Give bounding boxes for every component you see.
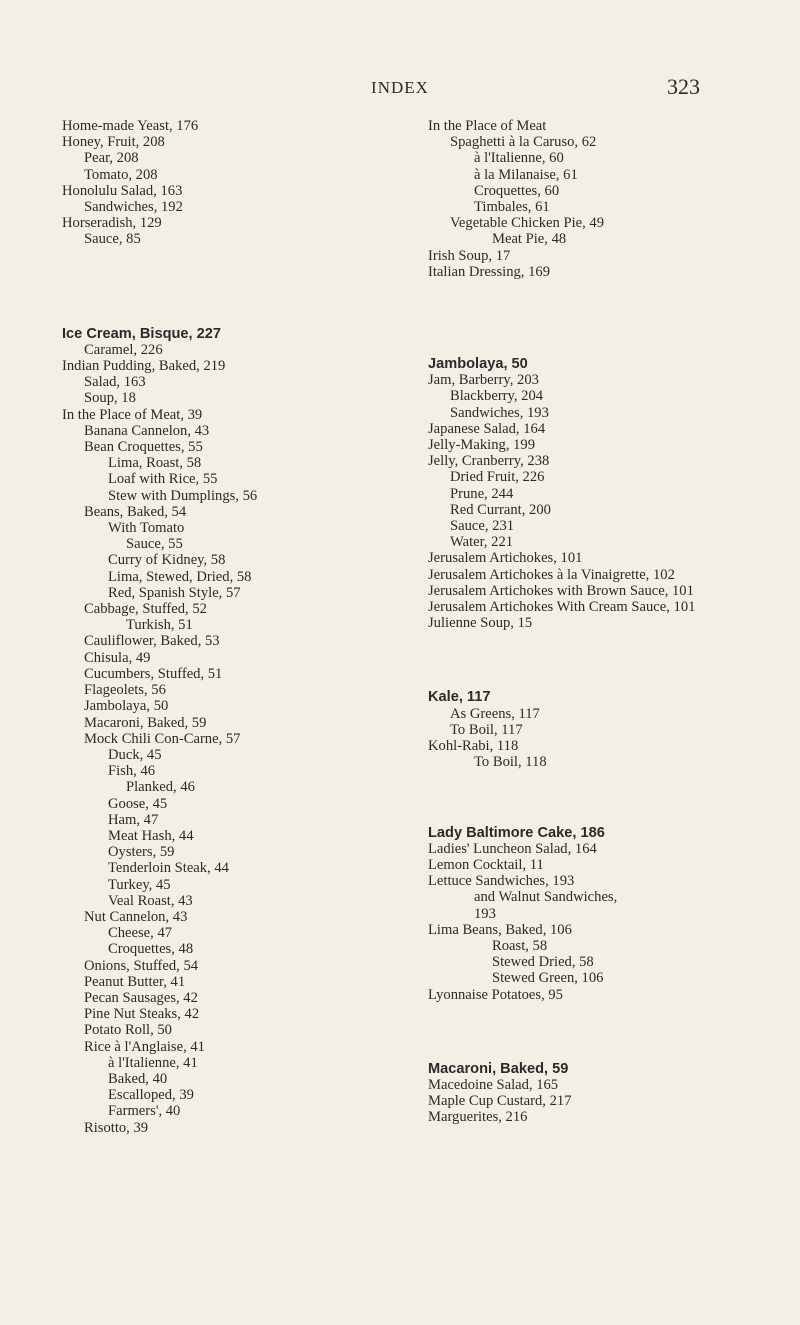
group-gap (428, 631, 773, 689)
index-entry: Tenderloin Steak, 44 (108, 860, 229, 877)
group-gap (428, 280, 773, 356)
index-entry: Fish, 46 (108, 763, 156, 780)
index-entry: Vegetable Chicken Pie, 49 (450, 215, 605, 232)
index-letter-lead-entry: Kale, 117 (428, 689, 491, 706)
index-entry: To Boil, 117 (450, 721, 523, 738)
index-entry: Red Currant, 200 (450, 501, 551, 518)
index-entry: Jerusalem Artichokes, 101 (428, 550, 583, 567)
index-entry: Flageolets, 56 (84, 682, 166, 699)
group-gap (62, 248, 407, 326)
index-entry: Curry of Kidney, 58 (108, 552, 226, 569)
group-gap (428, 771, 773, 825)
page-header (0, 74, 800, 104)
index-entry: Mock Chili Con-Carne, 57 (84, 730, 241, 747)
index-letter-lead-entry: Ice Cream, Bisque, 227 (62, 325, 221, 342)
index-entry: Jerusalem Artichokes with Brown Sauce, 101 (428, 582, 694, 599)
index-entry: Rice à l'Anglaise, 41 (84, 1038, 205, 1055)
index-entry: Farmers', 40 (108, 1103, 181, 1120)
index-entry: Jelly, Cranberry, 238 (428, 453, 550, 470)
index-entry: Jam, Barberry, 203 (428, 372, 539, 389)
index-entry: Caramel, 226 (84, 341, 163, 358)
index-entry: Pine Nut Steaks, 42 (84, 1006, 200, 1023)
index-entry: Jelly-Making, 199 (428, 437, 536, 454)
index-entry: Chisula, 49 (84, 649, 151, 666)
index-entry: Soup, 18 (84, 390, 136, 407)
index-entry: Water, 221 (450, 534, 514, 551)
index-entry: Potato Roll, 50 (84, 1022, 172, 1039)
index-entry: Dried Fruit, 226 (450, 469, 545, 486)
index-entry: Sauce, 231 (450, 518, 515, 535)
index-entry: Spaghetti à la Caruso, 62 (450, 134, 597, 151)
index-entry: Ladies' Luncheon Salad, 164 (428, 840, 597, 857)
index-entry: Macaroni, Baked, 59 (84, 714, 207, 731)
index-group (428, 689, 773, 770)
index-entry: Lemon Cocktail, 11 (428, 856, 544, 873)
index-entry: Jerusalem Artichokes With Cream Sauce, 101 (428, 599, 696, 616)
index-entry: In the Place of Meat (428, 118, 547, 134)
index-entry: à l'Italienne, 41 (108, 1054, 198, 1071)
index-entry: Turkey, 45 (108, 876, 171, 893)
index-entry: Duck, 45 (108, 746, 162, 763)
index-group (428, 118, 773, 280)
index-entry: Meat Pie, 48 (492, 231, 567, 248)
index-entry: Onions, Stuffed, 54 (84, 957, 199, 974)
index-entry: With Tomato (108, 520, 185, 537)
index-entry: Jambolaya, 50 (84, 698, 169, 715)
index-entry: Turkish, 51 (126, 617, 193, 634)
index-letter-lead-entry: Macaroni, Baked, 59 (428, 1060, 569, 1077)
index-entry: Stew with Dumplings, 56 (108, 487, 258, 504)
index-entry: Cauliflower, Baked, 53 (84, 633, 220, 650)
index-entry: Bean Croquettes, 55 (84, 439, 203, 456)
index-entry: Tomato, 208 (84, 166, 158, 183)
index-entry: Home-made Yeast, 176 (62, 118, 199, 134)
index-entry: Sandwiches, 192 (84, 199, 183, 216)
index-entry: Horseradish, 129 (62, 215, 162, 232)
index-entry: Marguerites, 216 (428, 1109, 528, 1126)
page-title: INDEX (371, 78, 429, 97)
index-entry: Kohl-Rabi, 118 (428, 738, 519, 755)
index-entry: Loaf with Rice, 55 (108, 471, 218, 488)
index-entry: Beans, Baked, 54 (84, 503, 187, 520)
index-entry: Prune, 244 (450, 485, 514, 502)
index-entry: Nut Cannelon, 43 (84, 908, 188, 925)
index-entry: Honolulu Salad, 163 (62, 182, 183, 199)
index-entry: Risotto, 39 (84, 1119, 149, 1136)
index-entry: Veal Roast, 43 (108, 892, 193, 909)
index-entry: Planked, 46 (126, 779, 195, 796)
index-group (428, 1061, 773, 1126)
index-entry: Stewed Green, 106 (492, 970, 604, 987)
index-entry: Sauce, 55 (126, 536, 183, 553)
index-entry: Roast, 58 (492, 937, 548, 954)
index-entry: and Walnut Sandwiches, (474, 889, 618, 906)
index-entry: Croquettes, 60 (474, 182, 560, 199)
index-group (428, 825, 773, 1003)
index-entry: Lima Beans, Baked, 106 (428, 921, 572, 938)
index-letter-lead-entry: Lady Baltimore Cake, 186 (428, 824, 605, 841)
index-entry: Lima, Stewed, Dried, 58 (108, 568, 252, 585)
index-entry: Red, Spanish Style, 57 (108, 584, 241, 601)
index-entry: Macedoine Salad, 165 (428, 1076, 559, 1093)
index-entry: Cucumbers, Stuffed, 51 (84, 665, 223, 682)
index-entry: Escalloped, 39 (108, 1087, 194, 1104)
page-number: 323 (667, 74, 700, 99)
index-entry: à la Milanaise, 61 (474, 166, 578, 183)
index-entry: Lyonnaise Potatoes, 95 (428, 986, 563, 1003)
index-entry: Lettuce Sandwiches, 193 (428, 873, 575, 890)
index-entry: Timbales, 61 (474, 199, 550, 216)
index-entry: à l'Italienne, 60 (474, 150, 564, 167)
index-entry: Croquettes, 48 (108, 941, 194, 958)
index-group (62, 118, 407, 248)
index-entry: Meat Hash, 44 (108, 827, 194, 844)
index-entry: Italian Dressing, 169 (428, 263, 550, 280)
index-column-left (62, 118, 407, 1136)
index-group (62, 326, 407, 1136)
index-entry: Salad, 163 (84, 374, 146, 391)
index-column-right (428, 118, 773, 1126)
index-entry: To Boil, 118 (474, 754, 547, 771)
index-entry: Julienne Soup, 15 (428, 615, 533, 632)
index-entry: Pear, 208 (84, 150, 139, 167)
index-entry: Ham, 47 (108, 811, 159, 828)
group-gap (428, 1003, 773, 1061)
index-entry: Sandwiches, 193 (450, 404, 549, 421)
index-entry: Peanut Butter, 41 (84, 973, 186, 990)
index-entry: Oysters, 59 (108, 844, 175, 861)
index-entry: 193 (474, 905, 496, 922)
index-entry: Goose, 45 (108, 795, 168, 812)
index-letter-lead-entry: Jambolaya, 50 (428, 356, 528, 373)
index-entry: Indian Pudding, Baked, 219 (62, 358, 226, 375)
index-entry: Cheese, 47 (108, 925, 173, 942)
index-entry: Baked, 40 (108, 1070, 168, 1087)
index-entry: Banana Cannelon, 43 (84, 422, 210, 439)
index-entry: Lima, Roast, 58 (108, 455, 202, 472)
index-entry: Stewed Dried, 58 (492, 954, 594, 971)
index-entry: Blackberry, 204 (450, 388, 544, 405)
index-entry: Maple Cup Custard, 217 (428, 1093, 572, 1110)
index-entry: Cabbage, Stuffed, 52 (84, 601, 207, 618)
index-entry: Irish Soup, 17 (428, 247, 511, 264)
index-entry: Pecan Sausages, 42 (84, 989, 198, 1006)
index-entry: Jerusalem Artichokes à la Vinaigrette, 102 (428, 566, 675, 583)
index-group (428, 356, 773, 631)
index-entry: Japanese Salad, 164 (428, 420, 546, 437)
index-entry: Honey, Fruit, 208 (62, 134, 165, 151)
index-entry: Sauce, 85 (84, 231, 141, 248)
index-entry: As Greens, 117 (450, 705, 540, 722)
index-entry: In the Place of Meat, 39 (62, 406, 203, 423)
